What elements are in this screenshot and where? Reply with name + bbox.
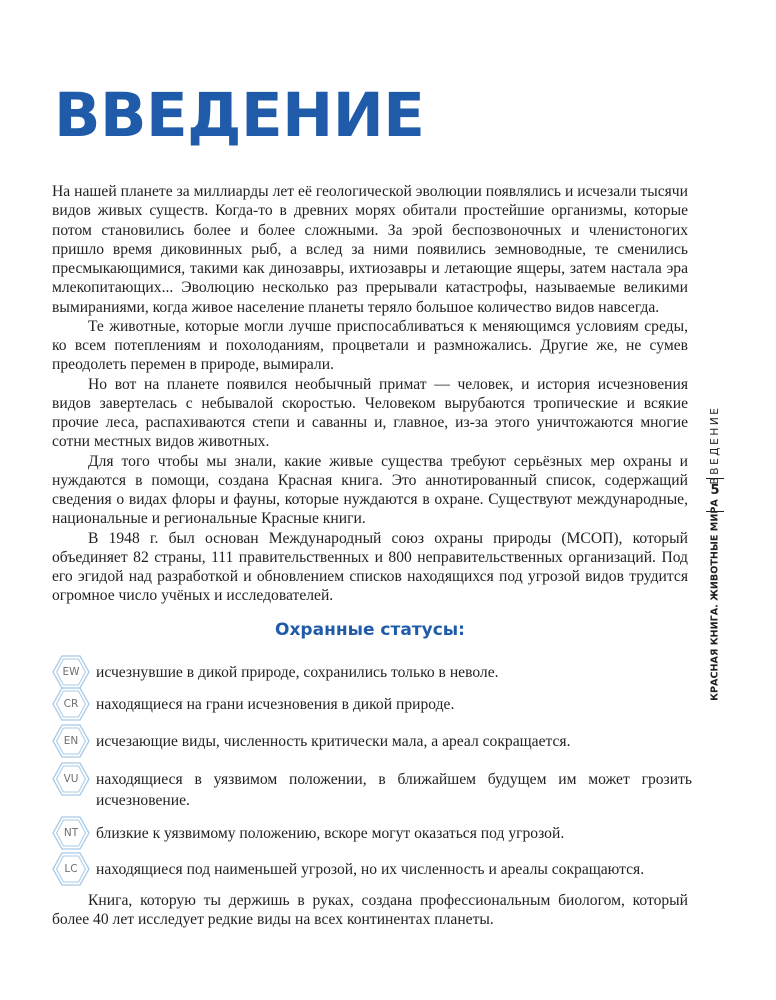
status-item-vu <box>52 761 692 809</box>
status-item-lc <box>52 851 692 891</box>
section-label-text: ВВЕДЕНИЕ <box>709 405 721 485</box>
book-title-text: КРАСНАЯ КНИГА. ЖИВОТНЫЕ МИРА <box>709 499 721 701</box>
status-code: VU <box>63 773 79 785</box>
status-item-cr <box>52 686 692 726</box>
status-description: находящиеся на грани исчезновения в дикой природе. <box>96 696 455 713</box>
paragraph: Для того чтобы мы знали, какие живые существа требуют серьёзных мер охраны и нуждаются в помощи, создана Красная книга. Это аннотированный список, содержащий сведения о видах флоры и фауны, которые нуждаются в охране. Существуют международные, национальные и региональные Красные книги. <box>52 452 688 528</box>
status-code: NT <box>63 827 79 839</box>
status-description: находящиеся под наименьшей угрозой, но их численность и ареалы сокращаются. <box>96 861 645 878</box>
paragraph: На нашей планете за миллиарды лет её геологической эволюции появлялись и исчезали тысячи видов живых существ. Когда-то в древних морях обитали простейшие организмы, которые потом становились более и более сложными. За эрой беспозвоночных и членистоногих пришло время диковинных рыб, а вслед за ними появились земноводные, те сменились пресмыкающимися, такими как динозавры, ихтиозавры и летающие ящеры, затем настала эра млекопитающих... Эволюцию несколько раз прерывали катастрофы, называемые великими вымираниями, когда живое население планеты теряло большое количество видов навсегда. <box>52 183 688 316</box>
intro-text <box>52 182 688 606</box>
paragraph: В 1948 г. был основан Международный союз охраны природы (МСОП), который объединяет 82 страны, 111 правительственных и 800 неправительственных организаций. Под его эгидой над разработкой и обновлением списков находящихся под угрозой видов трудится огромное число учёных и исследователей. <box>52 529 688 605</box>
status-code: EW <box>62 666 80 678</box>
status-item-nt <box>52 815 692 855</box>
paragraph: Но вот на планете появился необычный примат — человек, и история исчезновения видов завертелась с небывалой скоростью. Человеком вырубаются тропические и всякие прочие леса, распахиваются степи и саванны и, главное, из-за этого уничтожаются многие сотни местных видов животных. <box>52 375 688 451</box>
status-code: EN <box>63 735 79 747</box>
status-description: находящиеся в уязвимом положении, в ближайшем будущем им может грозить исчезновение. <box>96 771 692 809</box>
page-number: 5 <box>710 483 720 498</box>
paragraph: Книга, которую ты держишь в руках, создана профессиональным биологом, который более 40 лет исследует редкие виды на всех континентах планеты. <box>52 892 688 929</box>
closing-text <box>52 891 688 930</box>
status-description: близкие к уязвимому положению, вскоре могут оказаться под угрозой. <box>96 825 565 842</box>
status-code: CR <box>63 698 79 710</box>
status-item-en <box>52 723 692 763</box>
page-title: ВВЕДЕНИЕ <box>54 80 425 151</box>
statuses-heading: Охранные статусы: <box>275 620 465 640</box>
status-description: исчезающие виды, численность критически мала, а ареал сокращается. <box>96 733 571 750</box>
side-panel <box>700 385 730 701</box>
status-description: исчезнувшие в дикой природе, сохранились только в неволе. <box>96 664 499 681</box>
divider <box>706 478 724 479</box>
paragraph: Те животные, которые могли лучше приспосабливаться к меняющимся условиям среды, ко всем потеплениям и похолоданиям, процветали и размножались. Другие же, не сумев преодолеть перемен в природе, вымирали. <box>52 317 688 374</box>
status-code: LC <box>64 863 78 875</box>
